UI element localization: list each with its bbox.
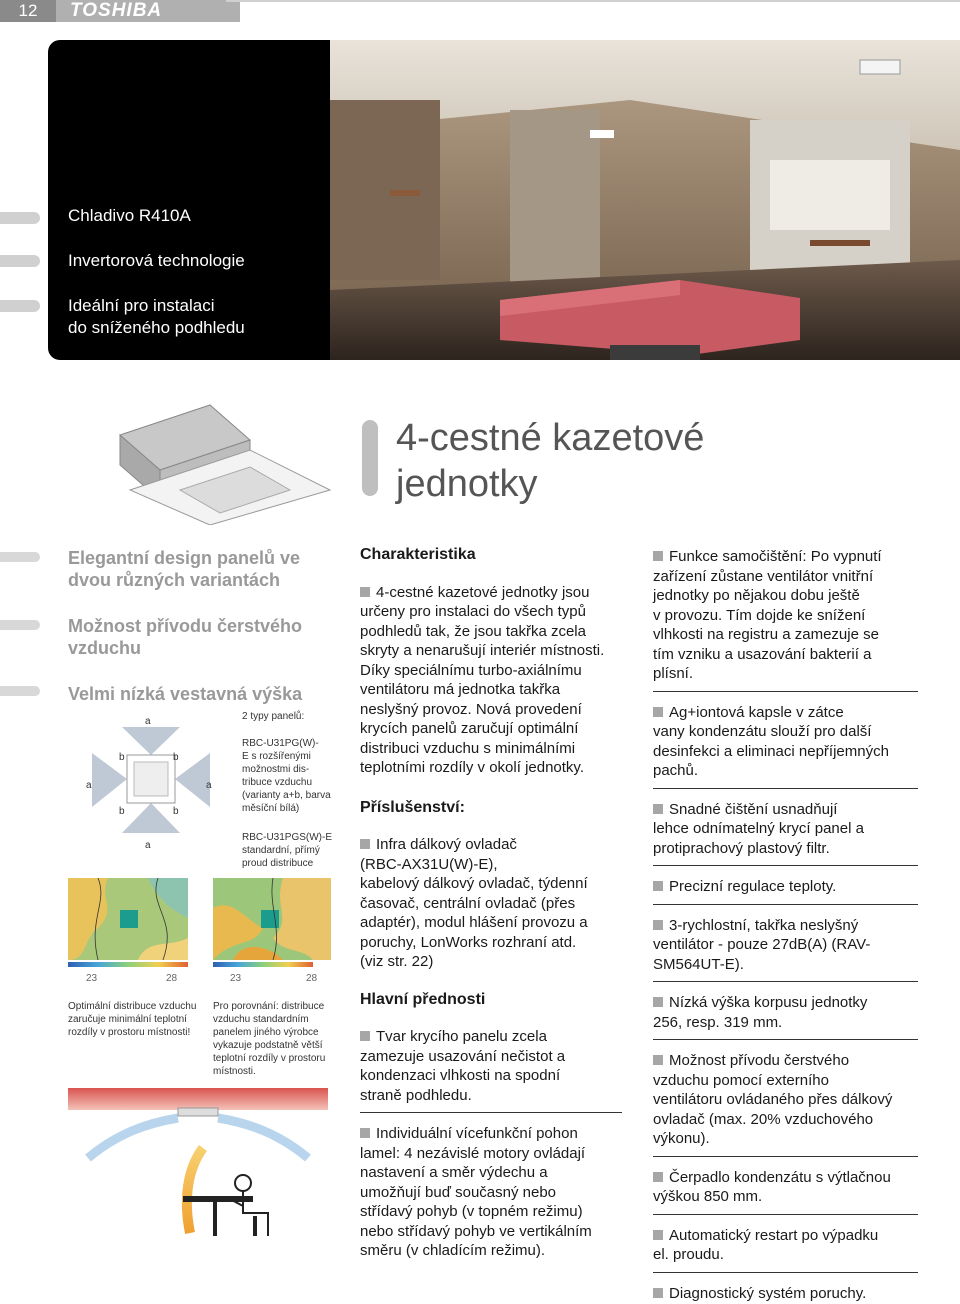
divider <box>360 1112 622 1113</box>
paragraph-line: 4-cestné kazetové jednotky jsou <box>360 583 630 603</box>
side-tab <box>0 300 40 312</box>
panel-type-line: RBC-U31PG(W)- <box>242 738 319 749</box>
scale-max: 28 <box>306 973 318 984</box>
paragraph-line: ventilátoru má jednotka takřka <box>360 681 561 698</box>
page-title <box>396 415 936 507</box>
color-scale <box>213 962 313 967</box>
bullet-square-icon <box>653 804 663 814</box>
paragraph-line: (viz str. 22) <box>360 953 434 970</box>
panel-types-heading: 2 typy panelů: <box>242 711 305 722</box>
diagram-label-b: b <box>173 806 179 817</box>
bullet-square-icon <box>653 1230 663 1240</box>
diagram-label-b: b <box>119 806 125 817</box>
paragraph-line: Díky speciálnímu turbo-axiálnímu <box>360 661 582 679</box>
paragraph-line: neslyšný provoz. Nová provedení <box>360 700 582 718</box>
bullet-square-icon <box>653 1288 663 1298</box>
section-heading-prednosti: Hlavní přednosti <box>360 990 486 1008</box>
bullet-square-icon <box>653 707 663 717</box>
header-rule <box>226 0 960 2</box>
paragraph-line: směru (v chladícím režimu). <box>360 1242 546 1259</box>
paragraph-line: zamezuje usazování nečistot a <box>360 1047 566 1065</box>
column-features <box>653 547 918 1303</box>
diagram-label-b: b <box>119 752 125 763</box>
panel-type-line: standardní, přímý <box>242 845 320 856</box>
paragraph-line: teplotními rozdíly v okolí jednotky. <box>360 759 584 776</box>
caption-line: Pro porovnání: distribuce <box>213 1001 325 1012</box>
divider <box>653 1214 918 1215</box>
paragraph-line: nebo střídavý pohyb ve vertikálním <box>360 1222 592 1240</box>
divider <box>653 1272 918 1273</box>
cassette-unit-image <box>100 395 340 525</box>
feature-heading: dvou různých variantách <box>68 570 281 590</box>
heatmap-caption-left <box>68 1000 198 1039</box>
caption-line: vzduchu standardním <box>213 1014 309 1025</box>
paragraph-line: straně podhledu. <box>360 1086 472 1104</box>
column-characteristics <box>360 545 630 1261</box>
paragraph-line: kondenzaci vlhkosti na spodní <box>360 1067 561 1084</box>
paragraph-line: podhledů tak, že jsou takřka zcela <box>360 622 586 640</box>
color-scale <box>68 962 188 967</box>
title-line: 4-cestné kazetové <box>396 417 705 459</box>
caption-line: místnosti. <box>213 1066 256 1077</box>
paragraph-line: určeny pro instalaci do všech typů <box>360 603 586 620</box>
caption-line: teplotní rozdíly v prostoru <box>213 1053 326 1064</box>
bullet-square-icon <box>653 1172 663 1182</box>
feature-block: Automatický restart po výpadku el. proudu. <box>653 1226 879 1263</box>
feature-block: Diagnostický systém poruchy. <box>653 1284 918 1304</box>
interior-photo <box>330 40 960 360</box>
paragraph-line: Infra dálkový ovladač <box>360 835 630 855</box>
feature-block: Snadné čištění usnadňují lehce odnímatelný krycí panel a protiprachový plastový filtr. <box>653 800 864 857</box>
hero-line: do sníženého podhledu <box>68 318 245 337</box>
diagram-label-a: a <box>86 780 92 791</box>
room-airflow-illustration <box>68 1088 328 1238</box>
panel-type-line: E s rozšířenými <box>242 751 311 762</box>
title-line: jednotky <box>396 463 538 505</box>
caption-line: rozdíly v prostoru místnosti! <box>68 1027 191 1038</box>
divider <box>653 981 918 982</box>
paragraph-line: nastavení a směr výdechu a <box>360 1164 548 1181</box>
title-accent-bar <box>362 420 378 496</box>
scale-min: 23 <box>230 973 242 984</box>
panel-type-line: tribuce vzduchu <box>242 777 313 788</box>
section-heading-prislusenstvi: Příslušenství: <box>360 798 465 816</box>
bullet-square-icon <box>360 839 370 849</box>
heatmap-optimal <box>68 878 188 960</box>
bullet-square-icon <box>360 1031 370 1041</box>
feature-block: Ag+iontová kapsle v zátce vany kondenzátu slouží pro další desinfekci a eliminaci nepříjemných pachů. <box>653 703 889 779</box>
hero-line: Ideální pro instalaci <box>68 296 215 315</box>
bullet-square-icon <box>653 997 663 1007</box>
side-tab <box>0 255 40 267</box>
paragraph-line: krycích panelů zaručují optimální <box>360 720 579 737</box>
paragraph-line: časovač, centrální ovladač (přes <box>360 894 576 912</box>
divider <box>653 865 918 866</box>
airflow-diagram <box>82 715 232 855</box>
paragraph-line: Individuální vícefunkční pohon <box>360 1124 630 1144</box>
feature-heading: Elegantní design panelů ve <box>68 548 301 568</box>
paragraph-line: kabelový dálkový ovladač, týdenní <box>360 875 588 892</box>
feature-heading: vzduchu <box>68 638 142 658</box>
heatmap-comparison <box>213 878 331 960</box>
paragraph-line: lamel: 4 nezávislé motory ovládají <box>360 1144 586 1162</box>
feature-block: Možnost přívodu čerstvého vzduchu pomocí externího ventilátoru ovládaného přes dálkový ovladač (max. 20% vzduchového výkonu). <box>653 1052 893 1147</box>
paragraph-line: distribuci vzduchu s minimálními <box>360 739 576 757</box>
caption-line: zaručuje minimální teplotní <box>68 1014 187 1025</box>
section-heading-charakteristika: Charakteristika <box>360 546 476 563</box>
bullet-square-icon <box>653 1055 663 1065</box>
hero-panel <box>48 40 348 360</box>
divider <box>653 1039 918 1040</box>
paragraph-line: poruchy, LonWorks rozhraní atd. <box>360 933 577 951</box>
paragraph-line: Tvar krycího panelu zcela <box>360 1027 630 1047</box>
divider <box>653 904 918 905</box>
divider <box>653 1156 918 1157</box>
panel-type-line: možnostmi dis- <box>242 764 310 775</box>
caption-line: panelem jiného výrobce <box>213 1027 319 1038</box>
panel-type-line: měsíční bílá) <box>242 803 300 814</box>
panel-type-line: (varianty a+b, barva <box>242 790 331 801</box>
paragraph-line: umožňují buď současný nebo <box>360 1183 557 1201</box>
diagram-label-a: a <box>206 780 212 791</box>
feature-heading: Možnost přívodu čerstvého <box>68 616 303 636</box>
side-tab <box>0 620 40 630</box>
bullet-square-icon <box>360 1128 370 1138</box>
hero-line: Chladivo R410A <box>68 206 191 225</box>
side-tab <box>0 212 40 224</box>
diagram-label-b: b <box>173 752 179 763</box>
caption-line: Optimální distribuce vzduchu <box>68 1001 197 1012</box>
bullet-square-icon <box>360 587 370 597</box>
bullet-square-icon <box>653 551 663 561</box>
bullet-square-icon <box>653 881 663 891</box>
diagram-label-a: a <box>145 840 151 851</box>
caption-line: vykazuje podstatně větší <box>213 1040 323 1051</box>
paragraph-line: adaptér), modul hlášení provozu a <box>360 914 588 931</box>
scale-max: 28 <box>166 973 178 984</box>
bullet-square-icon <box>653 920 663 930</box>
feature-block: Precizní regulace teploty. <box>653 877 918 897</box>
side-tab <box>0 552 40 562</box>
heatmap-caption-right <box>213 1000 333 1078</box>
feature-block: Čerpadlo kondenzátu s výtlačnou výškou 850 mm. <box>653 1168 891 1205</box>
paragraph-line: (RBC-AX31U(W)-E), <box>360 855 498 873</box>
hero-line: Invertorová technologie <box>68 251 245 270</box>
panel-types-info <box>242 710 342 870</box>
panel-type-line: proud distribuce <box>242 858 314 869</box>
paragraph-line: skryty a nenarušují interiér místnosti. <box>360 642 605 659</box>
feature-block: Nízká výška korpusu jednotky 256, resp. 319 mm. <box>653 994 868 1031</box>
diagram-label-a: a <box>145 716 151 727</box>
scale-min: 23 <box>86 973 98 984</box>
feature-block: 3-rychlostní, takřka neslyšný ventilátor - pouze 27dB(A) (RAV- SM564UT-E). <box>653 916 871 973</box>
feature-block: Funkce samočištění: Po vypnutí zařízení zůstane ventilátor vnitřní jednotky po nějakou dobu ještě v provozu. Tím dojde ke snížení vlhkosti na registru a zamezuje se tím vzniku a usazování bakterií a plísní. <box>653 548 882 682</box>
panel-type-line: RBC-U31PGS(W)-E <box>242 832 333 843</box>
brand-logo: TOSHIBA <box>56 0 240 22</box>
divider <box>653 788 918 789</box>
side-tab <box>0 686 40 696</box>
page-number: 12 <box>0 0 56 22</box>
divider <box>653 691 918 692</box>
feature-heading: Velmi nízká vestavná výška <box>68 684 303 704</box>
paragraph-line: střídavý pohyb (v topném režimu) <box>360 1203 583 1220</box>
